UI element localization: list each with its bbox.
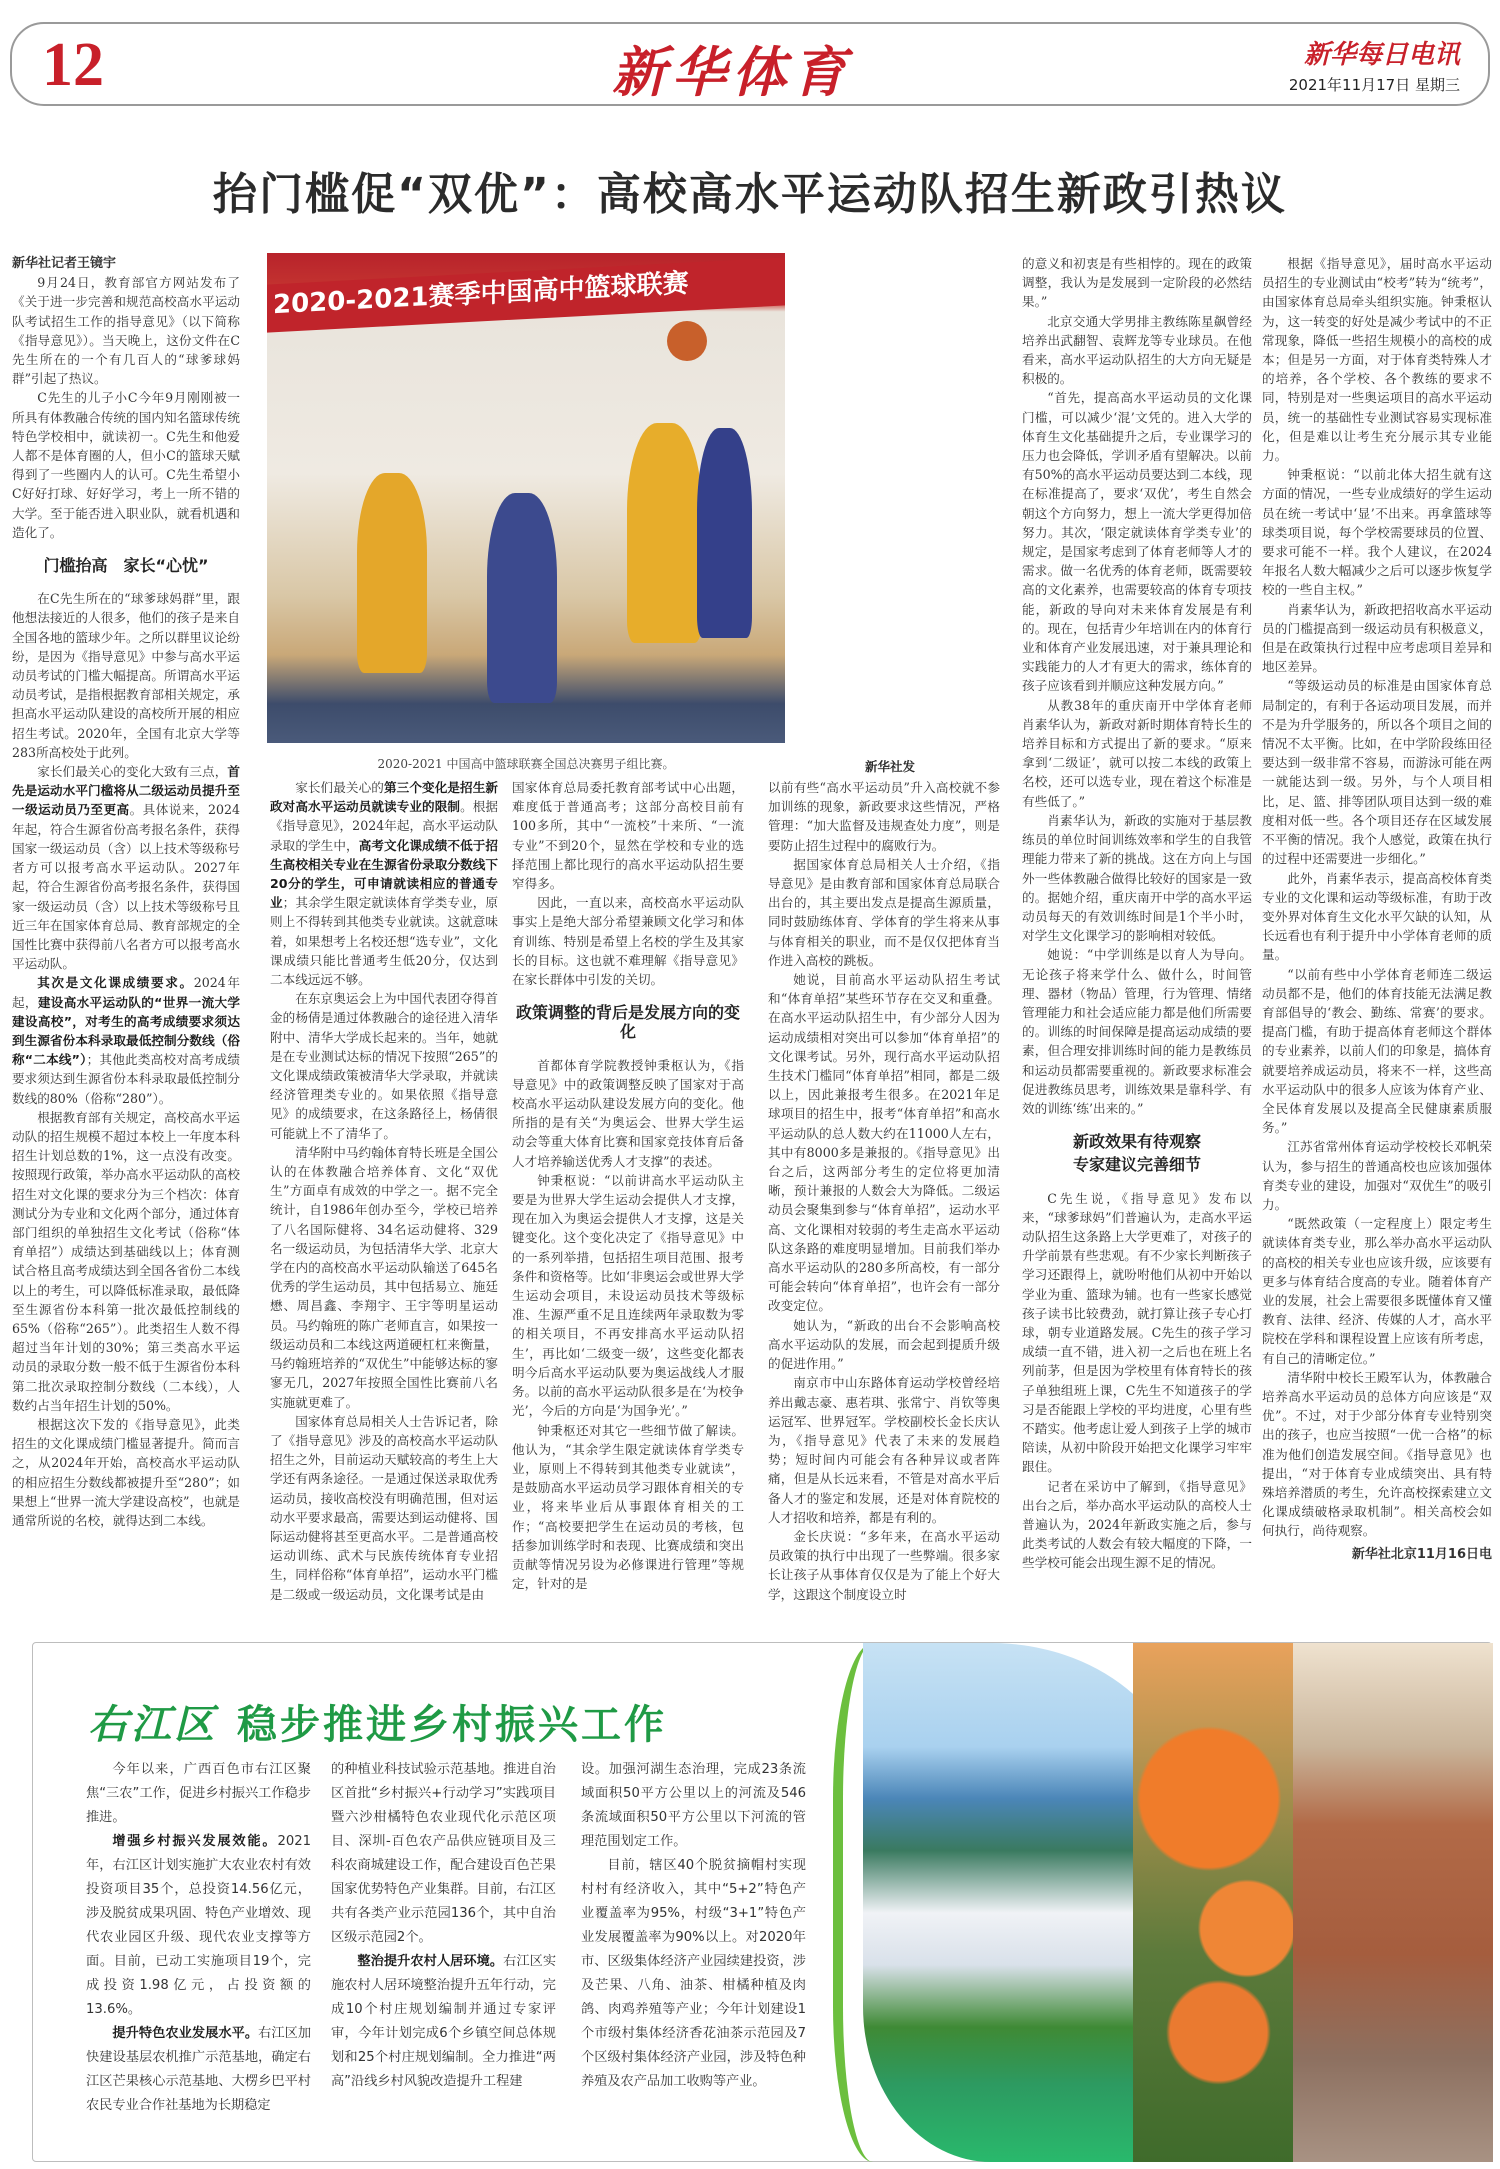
paragraph: 的种植业科技试验示范基地。推进自治区首批“乡村振兴+行动学习”实践项目暨六沙柑橘特色农业现代化示范区项目、深圳-百色农产品供应链项目及三科农商城建设工作，配合建设百色芒果国家优势特色产业集群。目前，右江区共有各类产业示范园136个，其中自治区级示范园2个。	[331, 1762, 556, 1945]
text-span: 2021年，右江区计划实施扩大农业农村有效投资项目35个，总投资14.56亿元，涉及脱贫成果巩固、特色产业增效、现代农业园区升级、现代农业支撑等方面。目前，已动工实施项目19个，完成投资1.98亿元，占投资额的13.6%。	[86, 1834, 311, 2017]
paragraph: 首都体育学院教授钟秉枢认为，《指导意见》中的政策调整反映了国家对于高校高水平运动队建设发展方向的变化。他所指的是有关“为奥运会、世界大学生运动会等重大体育比赛和国家竞技体育后备人才培养输送优秀人才支撑”的表述。	[512, 1057, 744, 1169]
district-name: 右江区	[88, 1701, 217, 1748]
paragraph: 国家体育总局委托教育部考试中心出题，难度低于普通高考；这部分高校目前有100多所，其中“一流校”十来所、“一流专业”不到20个，显然在学校和专业的选择范围上都比现行的高水平运动队招生要窄得多。	[512, 780, 744, 892]
paragraph: 清华附中校长王殿军认为，体教融合培养高水平运动员的总体方向应该是“双优”。不过，对于少部分体育专业特别突出的孩子，也应当按照“一优一合格”的标准为他们创造发展空间。《指导意见》也提出，“对于体育专业成绩突出、具有特殊培养潜质的考生，允许高校探索建立文化课成绩破格录取机制”。相关高校会如何执行，尚待观察。	[1262, 1369, 1492, 1539]
photo-banner: 2020-2021赛季中国高中篮球联赛	[267, 257, 785, 332]
paragraph: 今年以来，广西百色市右江区聚焦“三农”工作，促进乡村振兴工作稳步推进。	[86, 1762, 311, 1825]
paragraph	[86, 2022, 311, 2118]
paragraph: 她认为，“新政的出台不会影响高校高水平运动队的发展，而会起到提质升级的促进作用。”	[768, 1317, 1000, 1372]
paragraph: 在东京奥运会上为中国代表团夺得首金的杨倩是通过体教融合的途径进入清华附中、清华大学成长起来的。当年，她就是在专业测试达标的情况下按照“265”的文化课成绩政策被清华大学录取，并就读经济管理类专业的。如果依照《指导意见》的成绩要求，在这条路径上，杨倩很可能就上不了清华了。	[270, 991, 498, 1141]
player	[697, 428, 752, 638]
paragraph: 9月24日，教育部官方网站发布了《关于进一步完善和规范高校高水平运动队考试招生工作的指导意见》（以下简称《指导意见》）。当天晚上，这份文件在C先生所在的一个有几百人的“球爹球妈群”引起了热议。	[12, 275, 240, 387]
paragraph: 根据《指导意见》，届时高水平运动员招生的专业测试由“校考”转为“统考”，由国家体育总局牵头组织实施。钟秉枢认为，这一转变的好处是减少考试中的不正常现象，降低一些招生规模小的高校的成本；但是另一方面，对于体育类特殊人才的培养，各个学校、各个教练的要求不同，特别是对一些奥运项目的高水平运动员，统一的基础性专业测试容易实现标准化，但是难以让考生充分展示其专业能力。	[1262, 256, 1492, 464]
section-title: 新华体育	[612, 40, 852, 104]
paragraph	[12, 762, 240, 973]
photo-caption: 2020-2021 中国高中篮球联赛全国总决赛男子组比赛。	[377, 757, 675, 771]
advertorial-box	[32, 1642, 1492, 2162]
paper-name: 新华每日电讯	[1303, 40, 1460, 70]
article-column-6	[1262, 254, 1492, 1564]
paragraph: 根据这次下发的《指导意见》，此类招生的文化课成绩门槛显著提升。简而言之，从2024年开始，高校高水平运动队的相应招生分数线都被提升至“280”；如果想上“世界一流大学建设高校”，也就是通常所说的名校，就得达到二本线。	[12, 1416, 240, 1528]
advertorial-column-1	[86, 1758, 311, 2118]
basketball-photo	[267, 253, 785, 743]
paragraph: 金长庆说：“多年来，在高水平运动员政策的执行中出现了一些弊端。很多家长让孩子从事体育仅仅是为了能上个好大学，这跟这个制度设立时	[768, 1528, 1000, 1602]
paragraph: 目前，辖区40个脱贫摘帽村实现村村有经济收入，其中“5+2”特色产业覆盖率为95%，村级“3+1”特色产业发展覆盖率为90%以上。对2020年市、区级集体经济产业园续建投资，涉及芒果、八角、油茶、柑橘种植及肉鸽、肉鸡养殖等产业；今年计划建设1个市级村集体经济香花油茶示范园及7个区级村集体经济产业园，涉及特色种养殖及农产品加工收购等产业。	[581, 1858, 806, 2089]
player	[357, 473, 427, 673]
paragraph: 北京交通大学男排主教练陈星飙曾经培养出武翻智、袁辉龙等专业球员。在他看来，高水平运动队招生的大方向无疑是积极的。	[1022, 313, 1252, 387]
text-span: ；其他此类高校对高考成绩要求须达到生源省份本科录取最低控制分数线的80%（俗称“280”）。	[12, 1052, 240, 1106]
text-span: 右江区实施农村人居环境整治提升五年行动，完成10个村庄规划编制并通过专家评审，今年计划完成6个乡镇空间总体规划和25个村庄规划编制。全力推进“两高”沿线乡村风貌改造提升工程建	[331, 1954, 557, 2089]
advertorial-title	[88, 1693, 667, 1750]
article-column-2	[270, 778, 498, 1604]
text-span: 家长们最关心的	[295, 780, 384, 795]
advertorial-images	[833, 1643, 1493, 2162]
subhead: 专家建议完善细节	[1072, 1155, 1201, 1175]
lead-text: 提升特色农业发展水平。	[112, 2026, 259, 2041]
headline: 抬门槛促“双优”：高校高水平运动队招生新政引热议	[213, 169, 1287, 220]
paragraph: “既然政策（一定程度上）限定考生就读体育类专业，那么举办高水平运动队的高校的相关专业也应该升级，应该要有更多与体育结合度高的专业。随着体育产业的发展，社会上需要很多既懂体育又懂教育、法律、经济、传媒的人才，高水平院校在学科和课程设置上应该有所考虑，有自己的清晰定位。”	[1262, 1216, 1492, 1366]
paragraph: C先生的儿子小C今年9月刚刚被一所具有体教融合传统的国内知名篮球传统特色学校相中，就读初一。C先生和他爱人都不是体育圈的人，但小C的篮球天赋得到了一些圈内人的认可。C先生希望小C好好打球、好好学习，考上一所不错的大学。至于能否进入职业队，就看机遇和造化了。	[12, 390, 240, 540]
emphasis-text: 建设高水平运动队的“世界一流大学建设高校”，对考生的高考成绩要求须达到生源省份本科录取最低控制分数线（俗称“二本线”）	[12, 994, 241, 1068]
paragraph	[331, 1950, 556, 2094]
text-span: 2024年起，	[12, 975, 240, 1010]
advertorial-headline: 稳步推进乡村振兴工作	[237, 1702, 667, 1748]
text-span: 右江区加快建设基层农机推广示范基地，确定右江区芒果核心示范基地、大楞乡巴平村农民专业合作社基地为长期稳定	[86, 2026, 312, 2113]
lead-text: 整治提升农村人居环境。	[357, 1954, 504, 1969]
paragraph: 钟秉枢还对其它一些细节做了解读。他认为，“其余学生限定就读体育学类专业，原则上不得转到其他类专业就读”，是鼓励高水平运动员学习跟体育相关的专业，将来毕业后从事跟体育相关的工作；“高校要把学生在运动员的考核，包括参加训练学时和表现、比赛成绩和突出贡献等情况另设为必修课进行管理”等规定，针对的是	[512, 1422, 744, 1592]
paragraph: 据国家体育总局相关人士介绍，《指导意见》是由教育部和国家体育总局联合出台的，其主要出发点是提高生源质量，同时鼓励练体育、学体育的学生将来从事与体育相关的职业，而不是仅仅把体育当作进入高校的跳板。	[768, 856, 1000, 968]
paragraph: 她说：“中学训练是以育人为导向。无论孩子将来学什么、做什么，时间管理、器材（物品）管理，行为管理、情绪管理能力和社会适应能力都是他们所需要的。训练的时间保障是提高运动成绩的要素，但合理安排训练时间的能力是教练员和运动员都需要重视的。新政要求标准会促进教练员思考，训练效果是靠科学、有效的训练‘练’出来的。”	[1022, 947, 1252, 1116]
paragraph	[86, 1830, 311, 2022]
article-column-4	[768, 778, 1000, 1604]
emphasis-text: 首先是运动水平门槛将从二级运动员提升至一级运动员乃至更高	[12, 764, 240, 818]
paragraph: 从教38年的重庆南开中学体育老师肖素华认为，新政对新时期体育特长生的培养目标和方式提出了新的要求。“原来拿到‘二级证’，就可以按二本线的政策上名校，还可以选专业，现在着这个标准是有些低了。”	[1022, 697, 1252, 809]
paper-date: 2021年11月17日 星期三	[1288, 76, 1460, 94]
advertorial-column-2	[331, 1758, 556, 2094]
paragraph: 因此，一直以来，高校高水平运动队事实上是绝大部分希望兼顾文化学习和体育训练、特别是希望上名校的学生及其家长的目标。这也就不难理解《指导意见》在家长群体中引发的关切。	[512, 895, 744, 988]
paragraph: 的意义和初衷是有些相悖的。现在的政策调整，我认为是发展到一定阶段的必然结果。”	[1022, 256, 1252, 310]
text-span: 。根据《指导意见》，2024年起，高水平运动队录取的学生中，	[270, 799, 499, 853]
emphasis-text: 第三个变化是招生新政对高水平运动员就读专业的限制	[270, 780, 499, 815]
paragraph: C先生说，《指导意见》发布以来，“球爹球妈”们普遍认为，走高水平运动队招生这条路上大学更难了，对孩子的升学前景有些悲观。有不少家长判断孩子学习还跟得上，就吩咐他们从初中开始以学业为重、篮球为辅。也有一些家长感觉孩子读书比较费劲，就打算让孩子专心打球，朝专业道路发展。C先生的孩子学习成绩一直不错，进入初一之后也在班上名列前茅，但是因为学校里有体育特长的孩子单独组班上课，C先生不知道孩子的学习是否能跟上学校的平均进度，心里有些不踏实。他考虑让爱人到孩子上学的城市陪读，从初中阶段开始把文化课学习牢牢跟住。	[1022, 1190, 1252, 1475]
paragraph: 钟秉枢说：“以前北体大招生就有这方面的情况，一些专业成绩好的学生运动员在统一考试中‘显’不出来。再拿篮球等球类项目说，每个学校需要球员的位置、要求可能不一样。我个人建议，在2024年报名人数大幅减少之后可以逐步恢复学校的一些自主权。”	[1262, 467, 1492, 598]
paragraph: 记者在采访中了解到，《指导意见》出台之后，举办高水平运动队的高校人士普遍认为，2024年新政实施之后，参与此类考试的人数会有较大幅度的下降，一些学校可能会出现生源不足的情况。	[1022, 1478, 1252, 1571]
article-column-3	[512, 778, 744, 1593]
article-column-5	[1022, 254, 1252, 1573]
subhead: 门槛抬高 家长“心忧”	[43, 556, 209, 576]
paragraph: 设。加强河湖生态治理，完成23条流域面积50平方公里以上的河流及546条流域面积50平方公里以下河流的管理范围划定工作。	[581, 1762, 806, 1849]
paragraph: 她说，目前高水平运动队招生考试和“体育单招”某些环节存在交叉和重叠。在高水平运动队招生中，有少部分人因为运动成绩相对突出可以参加“体育单招”的文化课考试。另外，现行高水平运动队招生技术门槛同“体育单招”相同，都是二级以上，因此兼报考生很多。在2021年足球项目的招生中，报考“体育单招”和高水平运动队的总人数大约在11000人左右，其中有8000多是兼报的。《指导意见》出台之后，这两部分考生的定位将更加清晰，预计兼报的人数会大为降低。二级运动员会聚集到参与“体育单招”，运动水平高、文化课相对较弱的考生走高水平运动队这条路的难度明显增加。目前我们举办高水平运动队的280多所高校，有一部分可能会转向“体育单招”，也许会有一部分改变定位。	[768, 972, 1000, 1314]
player	[487, 493, 557, 703]
photo-credit: 新华社发	[864, 759, 915, 774]
paragraph: 南京市中山东路体育运动学校曾经培养出戴志豪、惠若琪、张常宁、肖钦等奥运冠军、世界冠军。学校副校长金长庆认为，《指导意见》代表了未来的发展趋势；短时间内可能会有各种异议或者阵痛，但是从长远来看，不管是对高水平后备人才的鉴定和发展，还是对体育院校的人才招收和培养，都是有利的。	[768, 1375, 1000, 1525]
paragraph: 钟秉枢说：“以前讲高水平运动队主要是为世界大学生运动会提供人才支撑，现在加入为奥运会提供人才支撑，这是关键变化。这个变化决定了《指导意见》中的一系列举措，包括招生项目范围、报考条件和资格等。比如‘非奥运会或世界大学生运动会项目，未设运动员技术等级标准、生源严重不足且连续两年录取数为零的相关项目，不再安排高水平运动队招生’，再比如‘二级变一级’，这些变化都表明今后高水平运动队要为奥运战线人才服务。以前的高水平运动队很多是在‘为校争光’，今后的方向是‘为国争光’。”	[512, 1172, 744, 1419]
cattle-image	[1293, 1643, 1493, 2162]
subhead: 政策调整的背后是发展方向的变化	[515, 1003, 740, 1042]
player	[627, 423, 702, 643]
paragraph: 清华附中马约翰体育特长班是全国公认的在体教融合培养体育、文化“双优生”方面卓有成效的中学之一。据不完全统计，自1986年创办至今，学校已培养了八名国际健将、34名运动健将、329名一级运动员，为包括清华大学、北京大学在内的高校高水平运动队输送了645名优秀的学生运动员，其中包括易立、施廷懋、周昌鑫、李翔宇、王宇等明星运动员。马约翰班的陈广老师直言，如果按一级运动员和二本线这两道硬杠杠来衡量，马约翰班培养的“双优生”中能够达标的寥寥无几，2027年按照全国性比赛前八名实施就更难了。	[270, 1144, 498, 1410]
byline: 新华社记者王镜宇	[12, 256, 117, 271]
paragraph: 此外，肖素华表示，提高高校体育类专业的文化课和运动等级标准，有助于改变外界对体育生文化水平欠缺的认知，从长远看也有利于提升中小学体育老师的质量。	[1262, 870, 1492, 963]
paragraph: 江苏省常州体育运动学校校长邓帆荣认为，参与招生的普通高校也应该加强体育类专业的建设，加强对“双优生”的吸引力。	[1262, 1139, 1492, 1212]
page-number: 12	[42, 31, 104, 99]
text-span: ；其余学生限定就读体育学类专业，原则上不得转到其他类专业就读。这就意味着，如果想考上名校还想“选专业”，文化课成绩只能比普通考生低20分，仅达到二本线远远不够。	[270, 895, 499, 988]
paragraph: 肖素华认为，新政把招收高水平运动员的门槛提高到一级运动员有积极意义，但是在政策执行过程中应考虑项目差异和地区差异。	[1262, 601, 1492, 675]
paragraph: “首先，提高高水平运动员的文化课门槛，可以减少‘混’文凭的。进入大学的体育生文化基础提升之后，专业课学习的压力也会降低，学训矛盾有望解决。以前有50%的高水平运动员要达到二本线，现在标准提高了，要求‘双优’，考生自然会朝这个方向努力，想上一流大学更得加倍努力。其次，‘限定就读体育学类专业’的规定，是国家考虑到了体育老师等人才的需求。做一名优秀的体育老师，既需要较高的文化素养，也需要较高的体育专项技能，新政的导向对未来体育发展是有利的。现在，包括青少年培训在内的体育行业和体育产业发展迅速，对于兼具理论和实践能力的人才有更大的需求，练体育的孩子应该看到并顺应这种发展方向。”	[1022, 390, 1252, 694]
paragraph: “以前有些中小学体育老师连二级运动员都不是，他们的体育技能无法满足教育部倡导的‘教会、勤练、常赛’的要求。提高门槛，有助于提高体育老师这个群体的专业素养，以前人们的印象是，搞体育就要培养成运动员，将来不一样，这些高水平运动队中的很多人应该为体育产业、全民体育发展以及提高全民健康素质服务。”	[1262, 966, 1492, 1136]
paragraph: “等级运动员的标准是由国家体育总局制定的，有利于各运动项目发展，而并不是为升学服务的，所以各个项目之间的情况不太平衡。比如，在中学阶段练田径要达到一级非常不容易，而游泳可能在两一就能达到一级。另外，与个人项目相比，足、篮、排等团队项目达到一级的难度相对低一些。各个项目还存在区域发展不平衡的情况。我个人感觉，政策在执行的过程中还需要进一步细化。”	[1262, 678, 1492, 867]
paragraph: 以前有些“高水平运动员”升入高校就不参加训练的现象，新政要求这些情况，严格管理：“加大监督及违规查处力度”，则是要防止招生过程中的腐败行为。	[768, 780, 1000, 853]
paragraph: 根据教育部有关规定，高校高水平运动队的招生规模不超过本校上一年度本科招生计划总数的1%，这一点没有改变。按照现行政策，举办高水平运动队的高校招生对文化课的要求分为三个档次：体育测试分为专业和文化两个部分，通过体育部门组织的单独招生文化考试（俗称“体育单招”）成绩达到基础线以上；体育测试合格且高考成绩达到全国各省份二本线以上的考生，可以降低标准录取，最低降至生源省份本科第一批次最低控制线的65%（俗称“265”）。此类招生人数不得超过当年计划的30%；第三类高水平运动员的录取分数一般不低于生源省份本科第二批次录取控制分数线（二本线），人数约占当年招生计划的50%。	[12, 1109, 240, 1413]
advertorial-column-3	[581, 1758, 806, 2094]
text-span: 家长们最关心的变化大致有三点，	[37, 764, 228, 780]
paragraph: 肖素华认为，新政的实施对于基层教练员的单位时间训练效率和学生的自我管理能力带来了新的挑战。这在方向上与国外一些体教融合做得比较好的国家是一致的。据她介绍，重庆南开中学的高水平运动员每天的有效训练时间是1个半小时，对学生文化课学习的影响相对较低。	[1022, 812, 1252, 944]
paragraph: 在C先生所在的“球爹球妈群”里，跟他想法接近的人很多，他们的孩子是来自全国各地的篮球少年。之所以群里议论纷纷，是因为《指导意见》中参与高水平运动员考试的门槛大幅提高。所谓高水平运动员考试，是指根据教育部相关规定，承担高水平运动队建设的高校所开展的相应招生考试。2020年，全国有北京大学等283所高校处于此列。	[12, 591, 240, 760]
paragraph	[270, 778, 498, 989]
paragraph: 国家体育总局相关人士告诉记者，除了《指导意见》涉及的高校高水平运动队招生之外，目前运动天赋较高的考生上大学还有两条途径。一是通过保送录取优秀运动员，接收高校没有明确范围，但对运动水平要求最高，需要达到运动健将、国际运动健将甚至更高水平。二是普通高校运动训练、武术与民族传统体育专业招生，同样俗称“体育单招”，运动水平门槛是二级或一级运动员，文化课考试是由	[270, 1413, 498, 1602]
basketball	[667, 321, 707, 361]
emphasis-text: 高考文化课成绩不低于招生高校相关专业在生源省份录取分数线下20分的学生，可申请就读相应的普通专业	[270, 837, 499, 911]
emphasis-text: 其次是文化课成绩要求。	[37, 975, 194, 991]
text-span: 。具体说来，2024年起，符合生源省份高考报名条件，获得国家一级运动员（含）以上技术等级称号者方可以报考高水平运动队。2027年起，符合生源省份高考报名条件，获得国家一级运动员（含）以上技术等级称号且近三年在国家体育总局、教育部规定的全国性比赛中获得前八名者方可以报考高水平运动队。	[12, 802, 240, 972]
masthead	[10, 22, 1490, 106]
subhead: 新政效果有待观察	[1072, 1132, 1201, 1152]
article-column-1	[12, 254, 240, 1530]
paragraph	[12, 973, 240, 1107]
lead-text: 增强乡村振兴发展效能。	[112, 1834, 278, 1849]
dateline: 新华社北京11月16日电	[1351, 1546, 1492, 1562]
